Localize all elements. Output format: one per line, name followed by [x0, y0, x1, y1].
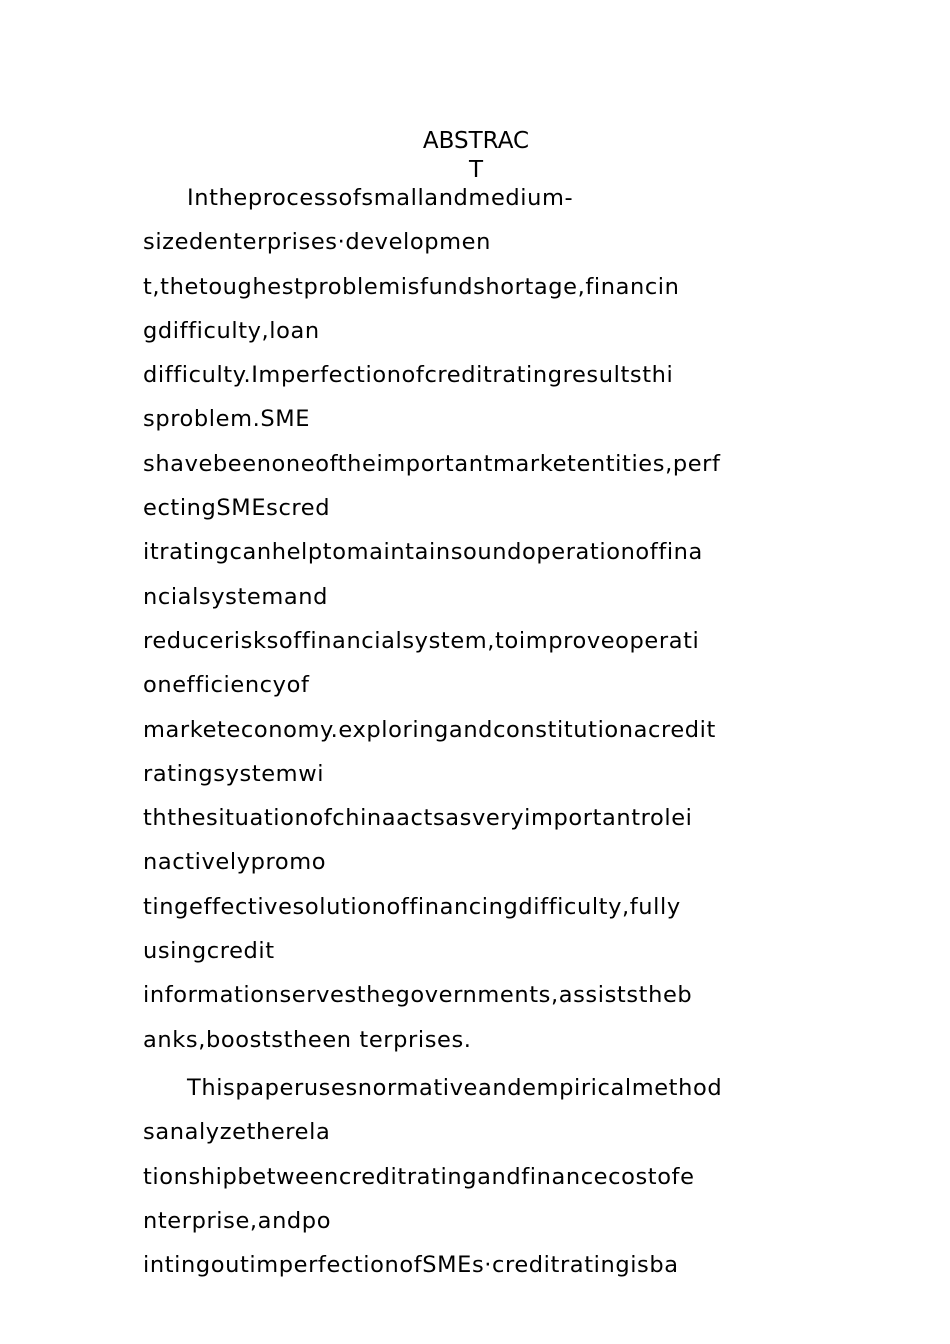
text-line: ectingSMEscred — [143, 495, 331, 522]
text-line: ratingsystemwi — [143, 760, 325, 787]
title-line: T — [468, 157, 484, 183]
text-line: sizedenterprises·developmen — [143, 229, 491, 256]
abstract-paragraph-2 — [143, 1066, 823, 1287]
text-line: reducerisksoffinancialsystem,toimproveoperati — [143, 627, 700, 654]
text-line: Thispaperusesnormativeandempiricalmethod — [187, 1075, 723, 1101]
text-line: difficulty.Imperfectionofcreditratingresultsthi — [143, 362, 674, 389]
text-line: informationservesthegovernments,assiststheb — [143, 982, 693, 1009]
text-line: ththesituationofchinaactsasveryimportantrolei — [143, 805, 693, 832]
text-line: nterprise,andpo — [143, 1207, 332, 1234]
text-line: intingoutimperfectionofSMEs·creditratingisba — [143, 1252, 679, 1279]
text-line: tionshipbetweencreditratingandfinancecostofe — [143, 1163, 695, 1190]
text-line: sproblem.SME — [143, 406, 311, 433]
title-line: ABSTRAC — [422, 128, 530, 154]
text-line: anks,booststheen terprises. — [143, 1026, 472, 1053]
text-line: gdifficulty,loan — [143, 317, 320, 344]
text-line: tingeffectivesolutionoffinancingdifficulty,fully — [143, 893, 681, 920]
text-line: itratingcanhelptomaintainsoundoperationoffina — [143, 539, 703, 566]
text-line: ncialsystemand — [143, 583, 328, 610]
text-line: nactivelypromo — [143, 849, 327, 876]
text-line: t,thetoughestproblemisfundshortage,financin — [143, 273, 680, 300]
abstract-paragraph-1 — [143, 176, 823, 1062]
text-line: onefficiencyof — [143, 672, 310, 699]
text-line: shavebeenoneoftheimportantmarketentities,perf — [143, 450, 721, 477]
text-line: Intheprocessofsmallandmedium- — [187, 185, 574, 211]
text-line: marketeconomy.exploringandconstitutionacredit — [143, 716, 716, 743]
text-line: sanalyzetherela — [143, 1119, 331, 1146]
text-line: usingcredit — [143, 938, 275, 965]
